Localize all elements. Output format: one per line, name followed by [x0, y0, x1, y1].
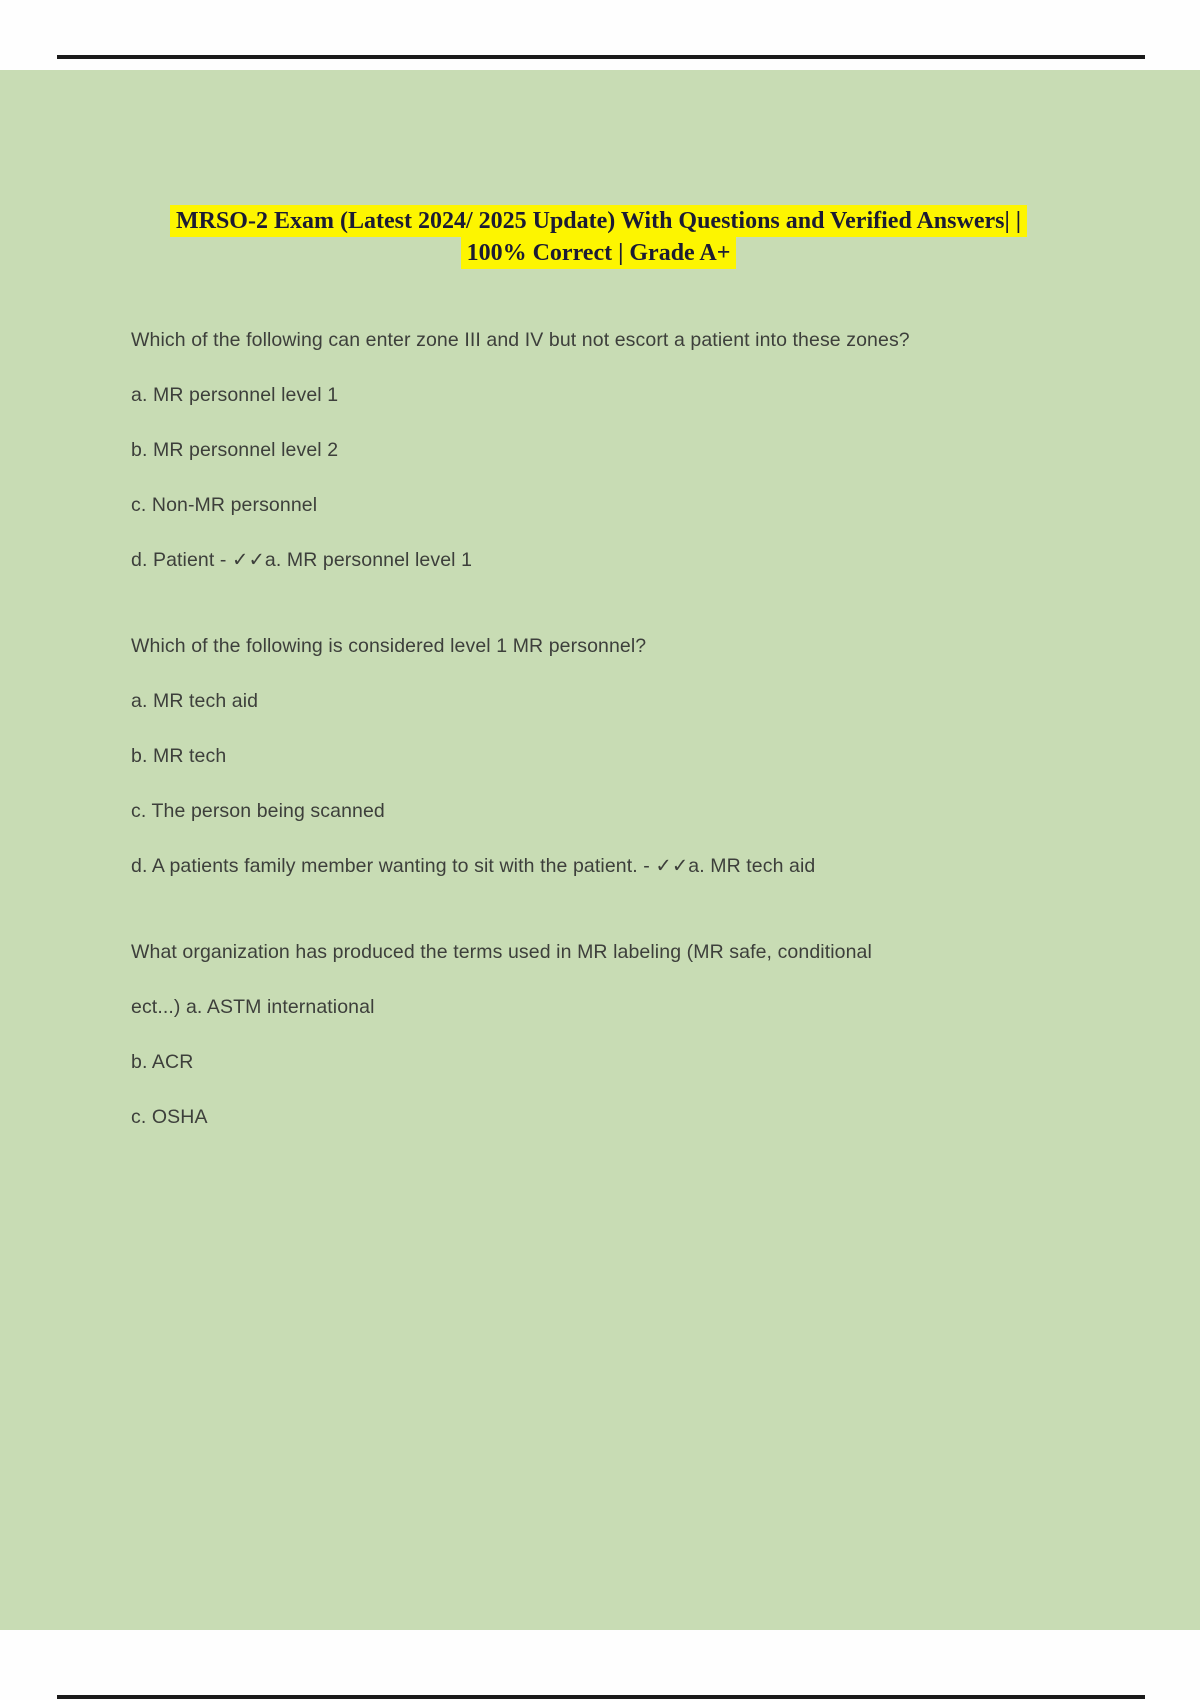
- bottom-horizontal-rule: [57, 1695, 1145, 1699]
- answer-option-d-with-correct-answer: d. Patient - ✓✓a. MR personnel level 1: [131, 549, 473, 571]
- question-block-3: [131, 939, 1066, 1130]
- answer-option-a: a. MR tech aid: [131, 690, 259, 712]
- document-page: [0, 70, 1200, 1630]
- question-text: Which of the following can enter zone III and IV but not escort a patient into these zones?: [131, 329, 910, 351]
- answer-option-b: b. MR tech: [131, 745, 227, 767]
- document-title-line-1: MRSO-2 Exam (Latest 2024/ 2025 Update) With Questions and Verified Answers| |: [170, 205, 1027, 237]
- answer-option-c: c. The person being scanned: [131, 800, 385, 822]
- answer-option-c: c. OSHA: [131, 1106, 208, 1128]
- top-horizontal-rule: [57, 55, 1145, 59]
- answer-option-b: b. ACR: [131, 1051, 194, 1073]
- question-text: Which of the following is considered level 1 MR personnel?: [131, 635, 647, 657]
- answer-option-a: ect...) a. ASTM international: [131, 996, 375, 1018]
- question-block-2: [131, 633, 1066, 879]
- answer-option-c: c. Non-MR personnel: [131, 494, 318, 516]
- document-title: [131, 205, 1066, 269]
- document-title-line-2: 100% Correct | Grade A+: [461, 237, 737, 269]
- answer-option-d-with-correct-answer: d. A patients family member wanting to sit with the patient. - ✓✓a. MR tech aid: [131, 855, 816, 877]
- question-block-1: [131, 327, 1066, 573]
- answer-option-a: a. MR personnel level 1: [131, 384, 339, 406]
- answer-option-b: b. MR personnel level 2: [131, 439, 339, 461]
- question-text: What organization has produced the terms used in MR labeling (MR safe, conditional: [131, 941, 872, 963]
